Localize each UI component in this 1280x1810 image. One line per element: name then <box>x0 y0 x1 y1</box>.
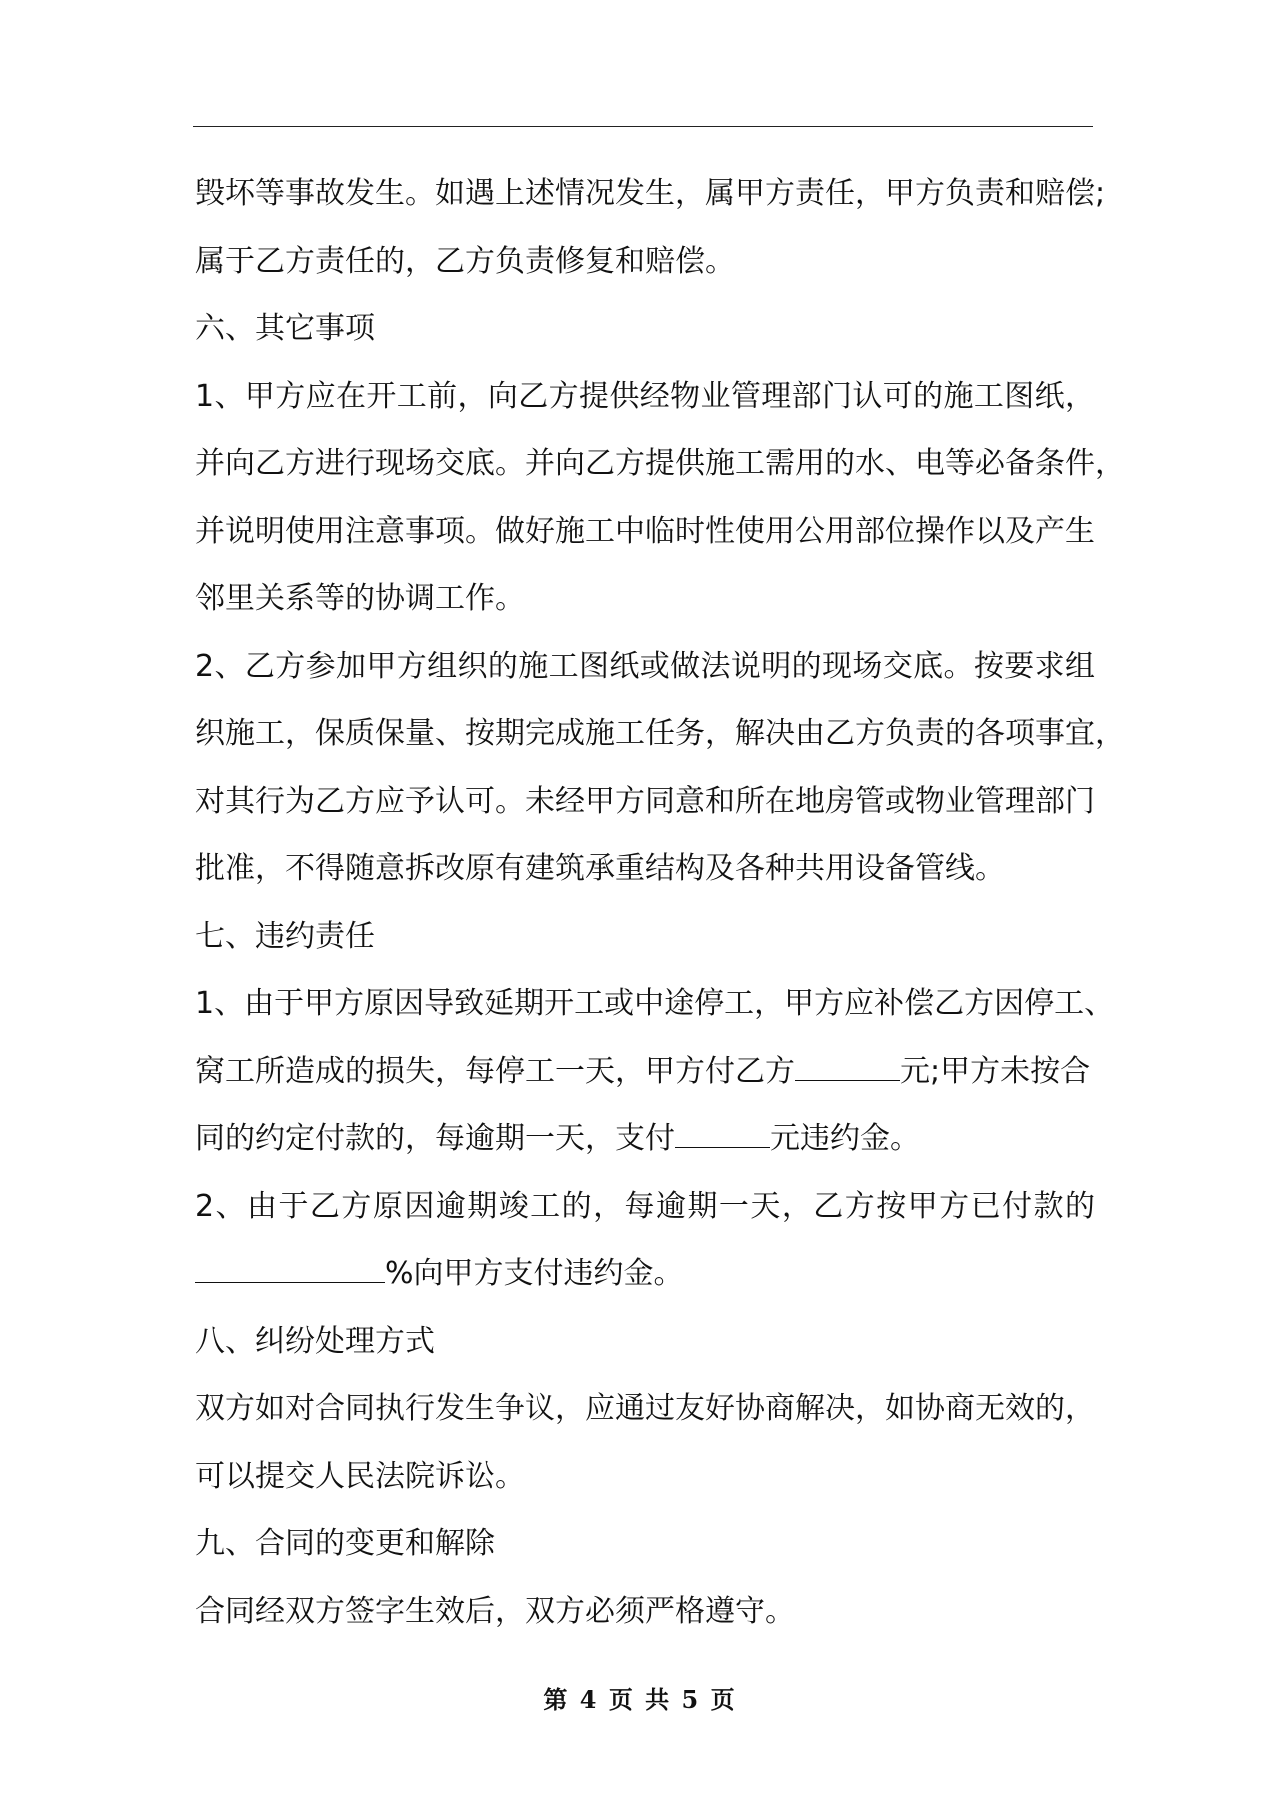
fill-in-blank <box>795 1079 900 1081</box>
paragraph-line: 批准，不得随意拆改原有建筑承重结构及各种共用设备管线。 <box>195 851 1005 886</box>
section-heading: 八、纠纷处理方式 <box>195 1323 435 1359</box>
line-text: 元违约金。 <box>770 1121 920 1156</box>
section-heading: 九、合同的变更和解除 <box>195 1526 495 1561</box>
paragraph-line: 可以提交人民法院诉讼。 <box>195 1458 525 1494</box>
fill-in-blank <box>675 1146 770 1148</box>
paragraph-line: 邻里关系等的协调工作。 <box>195 581 525 616</box>
paragraph-line: 双方如对合同执行发生争议，应通过友好协商解决，如协商无效的， <box>195 1391 1095 1426</box>
line-text: 同的约定付款的，每逾期一天，支付 <box>195 1121 675 1156</box>
paragraph-line: 2、由于乙方原因逾期竣工的，每逾期一天，乙方按甲方已付款的 <box>195 1188 1095 1224</box>
paragraph-line: 织施工，保质保量、按期完成施工任务，解决由乙方负责的各项事宜， <box>195 716 1125 751</box>
section-heading: 七、违约责任 <box>195 918 375 954</box>
paragraph-line: 1、甲方应在开工前，向乙方提供经物业管理部门认可的施工图纸， <box>195 378 1095 414</box>
paragraph-line: 属于乙方责任的，乙方负责修复和赔偿。 <box>195 243 735 279</box>
paragraph-line: 毁坏等事故发生。如遇上述情况发生，属甲方责任，甲方负责和赔偿; <box>195 176 1106 211</box>
paragraph-line: 1、由于甲方原因导致延期开工或中途停工，甲方应补偿乙方因停工、 <box>195 986 1115 1021</box>
page-number: 第 4 页 共 5 页 <box>543 1685 737 1714</box>
paragraph-line-with-blank <box>195 1105 1095 1173</box>
fill-in-blank <box>195 1281 385 1283</box>
paragraph-line: 合同经双方签字生效后，双方必须严格遵守。 <box>195 1593 795 1629</box>
paragraph-line: 并向乙方进行现场交底。并向乙方提供施工需用的水、电等必备条件， <box>195 446 1125 481</box>
line-text: 窝工所造成的损失，每停工一天，甲方付乙方 <box>195 1053 795 1089</box>
paragraph-line: 2、乙方参加甲方组织的施工图纸或做法说明的现场交底。按要求组 <box>195 648 1095 684</box>
document-body <box>195 160 1125 1645</box>
paragraph-line-with-blank <box>195 1038 1095 1106</box>
line-text: %向甲方支付违约金。 <box>385 1256 684 1291</box>
section-heading: 六、其它事项 <box>195 311 375 346</box>
paragraph-line: 对其行为乙方应予认可。未经甲方同意和所在地房管或物业管理部门 <box>195 783 1095 819</box>
paragraph-line: 并说明使用注意事项。做好施工中临时性使用公用部位操作以及产生 <box>195 513 1095 549</box>
paragraph-line-with-blank <box>195 1240 1095 1308</box>
header-divider <box>193 126 1093 127</box>
line-text: 元;甲方未按合 <box>900 1053 1091 1089</box>
